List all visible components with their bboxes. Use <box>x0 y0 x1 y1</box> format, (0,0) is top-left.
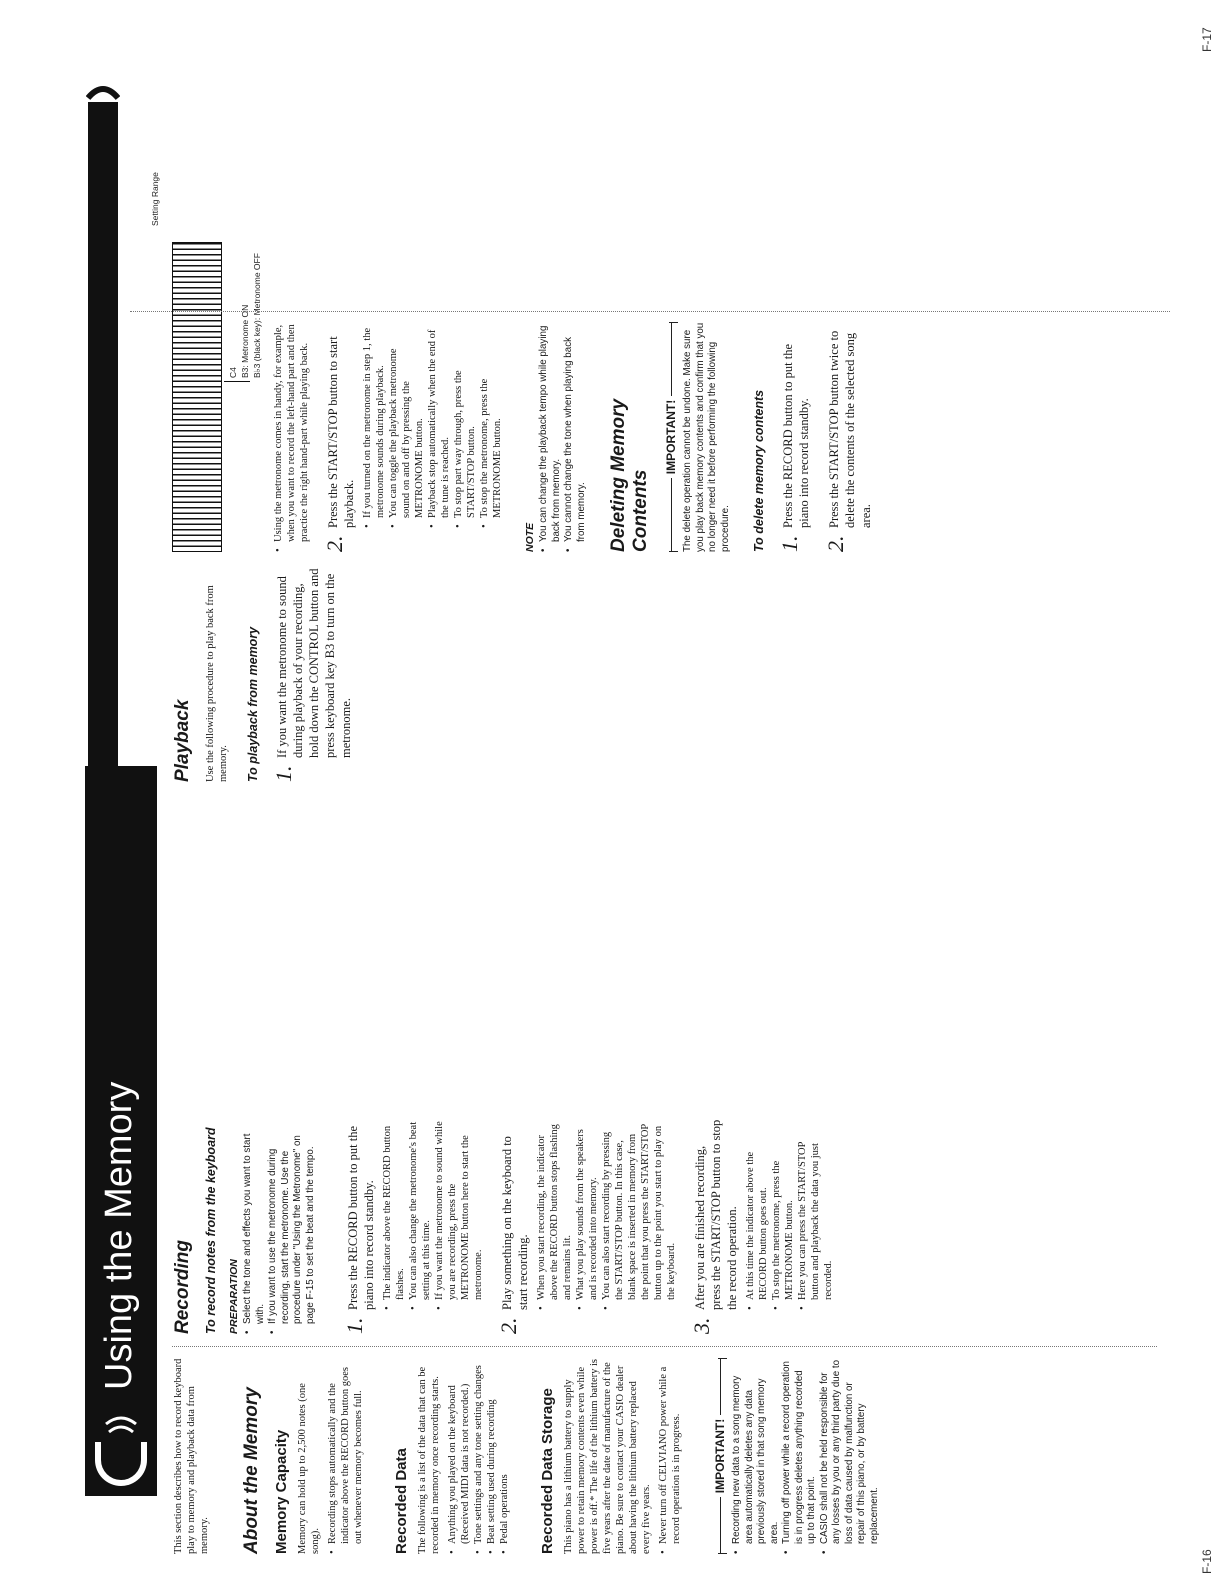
b3-off-label: B♭3 (black key): Metronome OFF <box>252 253 262 378</box>
recorded-data-heading: Recorded Data <box>393 1448 410 1554</box>
step-2-list <box>535 1119 678 1310</box>
list-item: • If you turned on the metronome in step 1, the metronome sounds during playback. <box>361 322 387 528</box>
list-item: • To stop the metronome, press the METRONOME button. <box>478 322 504 528</box>
important-header <box>664 322 678 552</box>
list-item: • Select the tone and effects you want to start with. <box>242 1119 267 1334</box>
important-text: The delete operation cannot be undone. Make sure you play back memory contents and confirm that you no longer need it before performing the following procedure. <box>682 322 731 552</box>
about-column <box>172 1358 881 1554</box>
deleting-step-2 <box>823 322 874 552</box>
playback-subheading: To playback from memory <box>246 626 260 782</box>
list-item: • If you want the metronome to sound while you are recording, press the METRONOME button here to start the metronome. <box>433 1119 485 1310</box>
playback-heading: Playback <box>172 699 193 782</box>
preparation-list <box>242 1119 317 1334</box>
list-item: • CASIO shall not be held responsible for any losses by you or any third party due to loss of data caused by malfunction or repair of this piano, or by battery replacement. <box>819 1358 882 1554</box>
setting-range-label <box>150 172 160 226</box>
preparation-label: PREPARATION <box>228 1259 240 1334</box>
list-item: • What you play sounds from the speakers and is recorded into memory. <box>574 1119 600 1310</box>
deleting-heading: Deleting Memory Contents <box>608 398 651 552</box>
bracket-icon <box>86 78 120 100</box>
about-heading: About the Memory <box>241 1387 262 1554</box>
important-header <box>713 1358 727 1554</box>
step-1-list <box>381 1119 485 1310</box>
column-divider <box>172 1346 1157 1347</box>
playback-step-2 <box>322 322 357 552</box>
list-item: • Recording stops automatically and the indicator above the RECORD button goes out whenever memory becomes full. <box>326 1358 365 1554</box>
recording-column <box>172 1119 835 1334</box>
step-text: Press the START/STOP button to start playback. <box>326 336 356 528</box>
sound-wave-icon <box>103 1402 139 1438</box>
list-item: • You cannot change the tone when playing back from memory. <box>563 322 588 552</box>
recording-step-2 <box>496 1119 531 1334</box>
list-item: • When you start recording, the indicator above the RECORD button stops flashing and remains lit. <box>535 1119 574 1310</box>
list-item: • You can also start recording by pressing the START/STOP button. In this case, blank space is inserted in memory from the point that you press the START/STOP button up to the point you start to play on the keyboard. <box>600 1119 678 1310</box>
playback-column-continued <box>272 322 874 552</box>
step-1-list <box>272 322 311 552</box>
keyboard-diagram <box>172 242 222 552</box>
c4-label: C4 <box>228 367 238 378</box>
capacity-list <box>326 1358 365 1554</box>
list-item: • At this time the indicator above the RECORD button goes out. <box>744 1119 770 1310</box>
recording-step-1 <box>342 1119 377 1334</box>
step-number: 2. <box>823 535 848 552</box>
recording-step-3 <box>689 1119 740 1334</box>
list-item: • Anything you played on the keyboard (Received MIDI data is not recorded.) <box>446 1358 472 1554</box>
important-list <box>731 1358 881 1554</box>
setting-range-text: Setting Range <box>150 172 160 226</box>
capacity-heading: Memory Capacity <box>273 1429 290 1554</box>
step-number: 1. <box>271 765 296 782</box>
page-title: Using the Memory <box>98 1081 140 1390</box>
b3-on-label: B3: Metronome ON <box>240 304 250 378</box>
step-number: 2. <box>496 1317 521 1334</box>
list-item: • Recording new data to a song memory area automatically deletes any data previously stored in that song memory area. <box>731 1358 781 1554</box>
step-3-list <box>744 1119 835 1310</box>
playback-column <box>172 562 354 782</box>
step-text: Press the START/STOP button twice to delete the contents of the selected song area. <box>827 330 873 528</box>
important-box <box>664 322 732 552</box>
page-number: F-17 <box>1200 27 1214 52</box>
step-2-list <box>361 322 504 528</box>
step-text: Press the RECORD button to put the piano into record standby. <box>781 343 811 528</box>
list-item: • To stop part way through, press the START/STOP button. <box>452 322 478 528</box>
storage-text: This piano has a lithium battery to supply power to retain memory contents even while power is off.* The life of the lithium battery is five years after the date of manufacture of the piano. Be sure to contact your CASIO dealer about having the lithium battery replaced every five years. <box>563 1359 652 1554</box>
step-text: After you are finished recording, press the START/STOP button to stop the record operation. <box>693 1119 739 1310</box>
list-item: • To stop the metronome, press the METRONOME button. <box>770 1119 796 1310</box>
left-page <box>0 792 1224 1584</box>
recording-heading: Recording <box>172 1240 193 1334</box>
list-item: • Tone settings and any tone setting changes <box>472 1358 485 1554</box>
deleting-subheading: To delete memory contents <box>752 389 766 552</box>
bracket-icon <box>95 1442 147 1486</box>
list-item: • You can also change the metronome's beat setting at this time. <box>407 1119 433 1310</box>
playback-step-1 <box>271 562 354 782</box>
page-number: F-16 <box>1200 1549 1214 1574</box>
important-label: IMPORTANT! <box>664 399 678 475</box>
list-item: • Never turn off CELVIANO power while a record operation is in progress. <box>657 1358 683 1554</box>
list-item: • If you want to use the metronome during recording, start the metronome. Use the procedure under "Using the Metronome" on page F-15 to set the beat and the tempo. <box>267 1119 317 1334</box>
capacity-text: Memory can hold up to 2,500 notes (one song). <box>297 1383 321 1554</box>
recording-subheading: To record notes from the keyboard <box>204 1127 218 1334</box>
step-text: Press the RECORD button to put the piano into record standby. <box>346 1125 376 1310</box>
list-item: • The indicator above the RECORD button flashes. <box>381 1119 407 1310</box>
storage-list <box>657 1358 683 1554</box>
deleting-step-1 <box>777 322 812 552</box>
intro-text: This section describes how to record keyboard play to memory and playback data from memory. <box>173 1358 210 1554</box>
step-number: 2. <box>322 535 347 552</box>
list-item: • Playback stop automatically when the end of the tune is reached. <box>426 322 452 528</box>
page-edge-rule <box>130 311 1170 312</box>
pointer-line <box>224 381 250 382</box>
step-number: 1. <box>777 535 802 552</box>
header-bar <box>88 102 118 782</box>
list-item: • Pedal operations <box>498 1358 511 1554</box>
recorded-data-text: The following is a list of the data that can be recorded in memory once recording starts. <box>417 1366 441 1554</box>
list-item: • Here you can press the START/STOP button and playback the data you just recorded. <box>796 1119 835 1310</box>
list-item: • Beat setting used during recording <box>485 1358 498 1554</box>
note-label: NOTE <box>524 522 536 552</box>
list-item: • Using the metronome comes in handy, for example, when you want to record the left-hand part and then practice the right hand-part while playing back. <box>272 322 311 552</box>
step-number: 1. <box>342 1317 367 1334</box>
step-text: Play something on the keyboard to start recording. <box>500 1136 530 1310</box>
step-text: If you want the metronome to sound during playback of your recording, hold down the CONTROL button and press keyboard key B3 to turn on the metronome. <box>275 568 353 758</box>
storage-heading: Recorded Data Storage <box>539 1388 556 1554</box>
list-item: • You can toggle the playback metronome sound on and off by pressing the METRONOME button. <box>387 322 426 528</box>
playback-intro: Use the following procedure to play back from memory. <box>205 585 229 782</box>
recorded-data-list <box>446 1358 511 1554</box>
important-box <box>713 1358 881 1554</box>
title-banner <box>85 766 157 1496</box>
note-list <box>538 322 588 552</box>
list-item: • Turning off power while a record operation is in progress deletes anything recorded up to that point. <box>781 1358 819 1554</box>
list-item: • You can change the playback tempo while playing back from memory. <box>538 322 563 552</box>
step-number: 3. <box>689 1317 714 1334</box>
important-label: IMPORTANT! <box>713 1418 727 1494</box>
